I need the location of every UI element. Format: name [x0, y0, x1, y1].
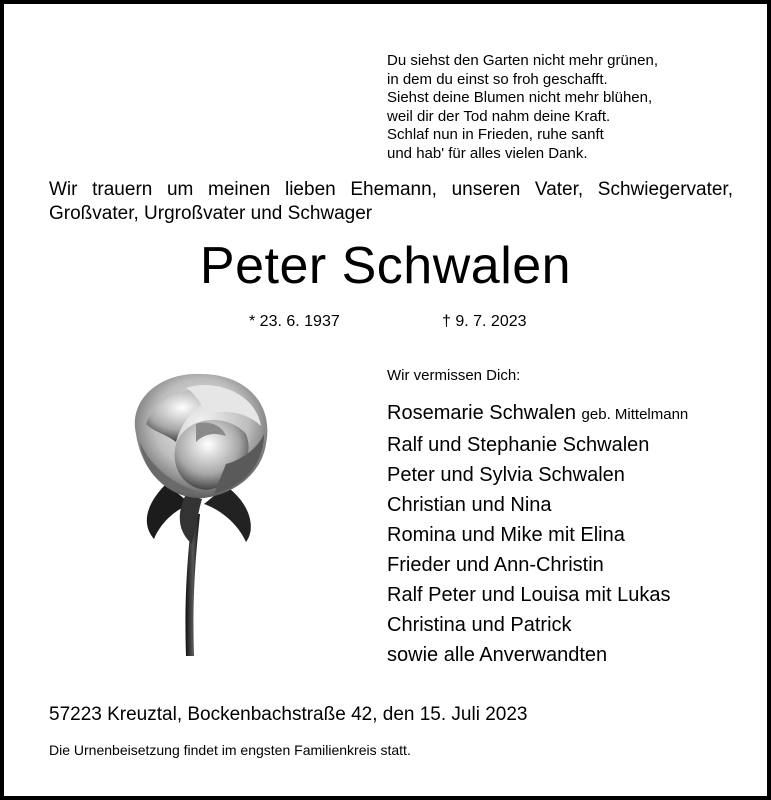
poem-line: Du siehst den Garten nicht mehr grünen,: [387, 52, 658, 69]
rose-image: [106, 364, 306, 664]
poem-line: und hab' für alles vielen Dank.: [387, 144, 588, 162]
maiden-name: geb. Mittelmann: [581, 406, 689, 423]
poem: [387, 52, 658, 164]
death-date: † 9. 7. 2023: [442, 313, 527, 330]
list-item: Ralf Peter und Louisa mit Lukas: [387, 584, 671, 606]
birth-date: * 23. 6. 1937: [249, 313, 340, 330]
list-item: Christian und Nina: [387, 494, 552, 516]
list-item: Frieder und Ann-Christin: [387, 554, 604, 576]
mourners-heading: Wir vermissen Dich:: [387, 367, 521, 384]
place-date: 57223 Kreuztal, Bockenbachstraße 42, den 15. Juli 2023: [49, 704, 528, 725]
list-item: Christina und Patrick: [387, 614, 572, 636]
poem-line: in dem du einst so froh geschafft.: [387, 70, 608, 88]
list-item: [387, 398, 688, 430]
mourners-list: [387, 398, 688, 670]
burial-note: Die Urnenbeisetzung findet im engsten Familienkreis statt.: [49, 742, 411, 758]
poem-line: Schlaf nun in Frieden, ruhe sanft: [387, 126, 604, 144]
list-item: sowie alle Anverwandten: [387, 644, 608, 666]
mourner-name: Rosemarie Schwalen: [387, 402, 576, 424]
deceased-name: Peter Schwalen: [199, 237, 572, 295]
poem-line: Siehst deine Blumen nicht mehr blühen,: [387, 89, 653, 107]
list-item: Ralf und Stephanie Schwalen: [387, 434, 650, 456]
list-item: Romina und Mike mit Elina: [387, 524, 625, 546]
poem-line: weil dir der Tod nahm deine Kraft.: [387, 107, 611, 125]
intro-text: Wir trauern um meinen lieben Ehemann, unseren Vater, Schwiegervater, Großvater, Urgroßvater und Schwager: [49, 179, 733, 224]
list-item: Peter und Sylvia Schwalen: [387, 464, 625, 486]
